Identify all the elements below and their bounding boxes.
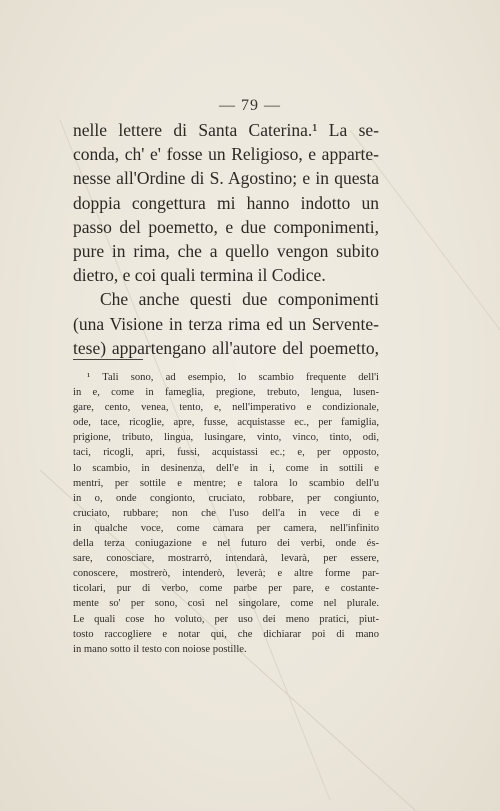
footnote-line: ticolari, pur di verbo, come parbe per pare, e costante- — [73, 583, 379, 595]
text-line: dietro, e coi quali termina il Codice. — [73, 265, 326, 286]
text-line: Che anche questi due componimenti — [100, 289, 379, 310]
main-text — [73, 118, 379, 360]
text-line: passo del poemetto, e due componimenti, — [73, 216, 379, 237]
footnote-line: tosto raccogliere e notar qui, che dichiarar poi di mano — [73, 628, 379, 640]
footnote-line: taci, ricogli, apri, fussi, acquistassi ec.; e, per opposto, — [73, 447, 379, 459]
footnote-line: conoscere, mostrerò, intenderò, leverà; e altre forme par- — [73, 568, 379, 580]
footnote-line: in o, onde congionto, cruciato, robbare, per congiunto, — [73, 492, 379, 504]
footnote-line: in qualche voce, come camara per camera, nell'infinito — [73, 522, 379, 534]
footnote-line: Le quali cose ho voluto, per uso dei meno pratici, piut- — [73, 613, 379, 625]
footnote-line: mente so' per sono, così nel singolare, come nel plurale. — [73, 598, 379, 610]
text-line: nesse all'Ordine di S. Agostino; e in questa — [73, 168, 379, 189]
text-line: nelle lettere di Santa Caterina.¹ La se- — [73, 120, 379, 140]
footnote — [73, 370, 379, 657]
footnote-line: gare, cento, venea, tento, e, nell'imperativo e condizionale, — [73, 402, 379, 414]
text-line: tese) appartengano all'autore del poemetto, — [73, 337, 379, 358]
footnote-divider — [73, 359, 143, 360]
footnote-line: mentri, per sottile e mentre; e talora lo scambio dell'u — [73, 477, 379, 489]
footnote-line: della terza coniugazione e nel futuro dei verbi, onde és- — [73, 538, 379, 550]
text-line: (una Visione in terza rima ed un Servente- — [73, 313, 379, 334]
paragraph — [73, 287, 379, 360]
footnote-line: ¹ Tali sono, ad esempio, lo scambio frequente dell'i — [87, 372, 379, 383]
paragraph — [73, 118, 379, 287]
footnote-line: prigione, tributo, lingua, lusingare, vinto, vinco, tinto, odi, — [73, 432, 379, 444]
footnote-line: lo scambio, in desinenza, dell'e in i, come in sottili e — [73, 462, 379, 474]
footnote-line: in mano sotto il testo con noiose postille. — [73, 643, 247, 655]
footnote-line: in e, come in fameglia, pregione, trebuto, lengua, lusen- — [73, 387, 379, 399]
text-line: doppia congettura mi hanno indotto un — [73, 192, 379, 213]
page-number: — 79 — — [219, 97, 281, 114]
footnote-line: cruciato, rubbare; non che l'uso dell'a in vece di e — [73, 507, 379, 519]
footnote-line: sare, conosciare, mostrarrò, intendarà, levarà, per essere, — [73, 553, 379, 565]
text-line: conda, ch' e' fosse un Religioso, e apparte- — [73, 144, 379, 165]
text-line: pure in rima, che a quello vengon subito — [73, 241, 379, 262]
footnote-line: ode, tace, ricoglie, apre, fusse, acquistasse ec., per famiglia, — [73, 417, 379, 429]
